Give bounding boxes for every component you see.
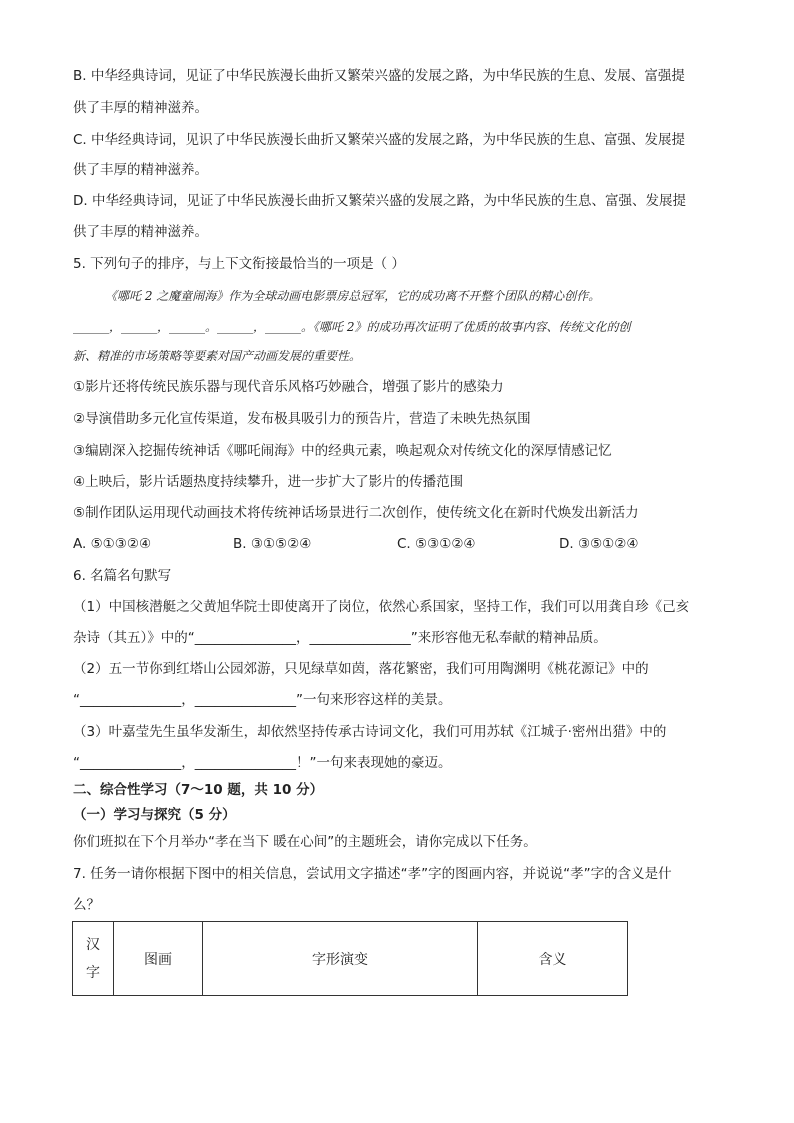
table-header-row (73, 922, 628, 996)
q5-passage-line2: ______，______，______。______，______。《哪吒 2》的成功再次证明了优质的故事内容、传统文化的创 (73, 320, 631, 334)
q5-passage-line3: 新、精准的市场策略等要素对国产动画发展的重要性。 (73, 349, 362, 363)
q5-sentence-4: ④上映后，影片话题热度持续攀升，进一步扩大了影片的传播范围 (73, 474, 464, 490)
section2-heading: 二、综合性学习（7～10 题，共 10 分） (73, 782, 324, 798)
q5-stem: 5. 下列句子的排序，与上下文衔接最恰当的一项是（ ） (73, 256, 405, 272)
q5-sentence-2: ②导演借助多元化宣传渠道，发布极具吸引力的预告片，营造了未映先热氛围 (73, 411, 531, 427)
header-picture: 图画 (114, 922, 203, 996)
q5-option-c: C. ⑤③①②④ (397, 536, 476, 552)
character-table (72, 921, 628, 996)
q4-option-c-line1: C. 中华经典诗词，见识了中华民族漫长曲折又繁荣兴盛的发展之路，为中华民族的生息、富强、发展提 (73, 132, 686, 148)
q6-item3-line2: “_______________，_______________！”一句来表现她的豪迈。 (73, 755, 452, 771)
section2-subheading: （一）学习与探究（5 分） (73, 807, 236, 823)
q6-item1-line1: （1）中国核潜艇之父黄旭华院士即使离开了岗位，依然心系国家，坚持工作，我们可以用龚自珍《己亥 (73, 599, 690, 615)
q5-sentence-1: ①影片还将传统民族乐器与现代音乐风格巧妙融合，增强了影片的感染力 (73, 379, 504, 395)
q4-option-b-line1: B. 中华经典诗词，见证了中华民族漫长曲折又繁荣兴盛的发展之路，为中华民族的生息、发展、富强提 (73, 68, 685, 84)
q6-title: 6. 名篇名句默写 (73, 568, 172, 584)
header-evolution: 字形演变 (203, 922, 478, 996)
q6-item2-line2: “_______________，_______________”一句来形容这样的美景。 (73, 692, 452, 708)
q4-option-b-line2: 供了丰厚的精神滋养。 (73, 100, 208, 116)
section2-intro: 你们班拟在下个月举办“孝在当下 暖在心间”的主题班会，请你完成以下任务。 (73, 834, 537, 850)
q5-option-a: A. ⑤①③②④ (73, 536, 152, 552)
q6-item2-line1: （2）五一节你到红塔山公园郊游，只见绿草如茵，落花繁密，我们可用陶渊明《桃花源记》中的 (73, 661, 649, 677)
q6-item3-line1: （3）叶嘉莹先生虽华发渐生，却依然坚持传承古诗词文化，我们可用苏轼《江城子·密州出猎》中的 (73, 724, 667, 740)
q5-sentence-3: ③编剧深入挖掘传统神话《哪吒闹海》中的经典元素，唤起观众对传统文化的深厚情感记忆 (73, 443, 612, 459)
q7-stem-line2: 么？ (73, 897, 100, 913)
header-hanzi (73, 922, 114, 996)
q4-option-d-line1: D. 中华经典诗词，见证了中华民族漫长曲折又繁荣兴盛的发展之路，为中华民族的生息、富强、发展提 (73, 193, 686, 209)
q7-stem-line1: 7. 任务一请你根据下图中的相关信息，尝试用文字描述“孝”字的图画内容，并说说“孝”字的含义是什 (73, 866, 672, 882)
q5-sentence-5: ⑤制作团队运用现代动画技术将传统神话场景进行二次创作，使传统文化在新时代焕发出新活力 (73, 505, 639, 521)
q4-option-c-line2: 供了丰厚的精神滋养。 (73, 162, 208, 178)
q4-option-d-line2: 供了丰厚的精神滋养。 (73, 224, 208, 240)
header-hanzi-top: 汉 (86, 936, 100, 953)
q5-option-b: B. ③①⑤②④ (233, 536, 312, 552)
header-meaning: 含义 (478, 922, 628, 996)
header-hanzi-bottom: 字 (86, 964, 100, 981)
q5-option-d: D. ③⑤①②④ (559, 536, 639, 552)
q6-item1-line2: 杂诗（其五）》中的“_______________，_______________”来形容他无私奉献的精神品质。 (73, 630, 607, 646)
q5-passage-line1: 《哪吒 2 之魔童闹海》作为全球动画电影票房总冠军，它的成功离不开整个团队的精心创作。 (105, 289, 601, 303)
